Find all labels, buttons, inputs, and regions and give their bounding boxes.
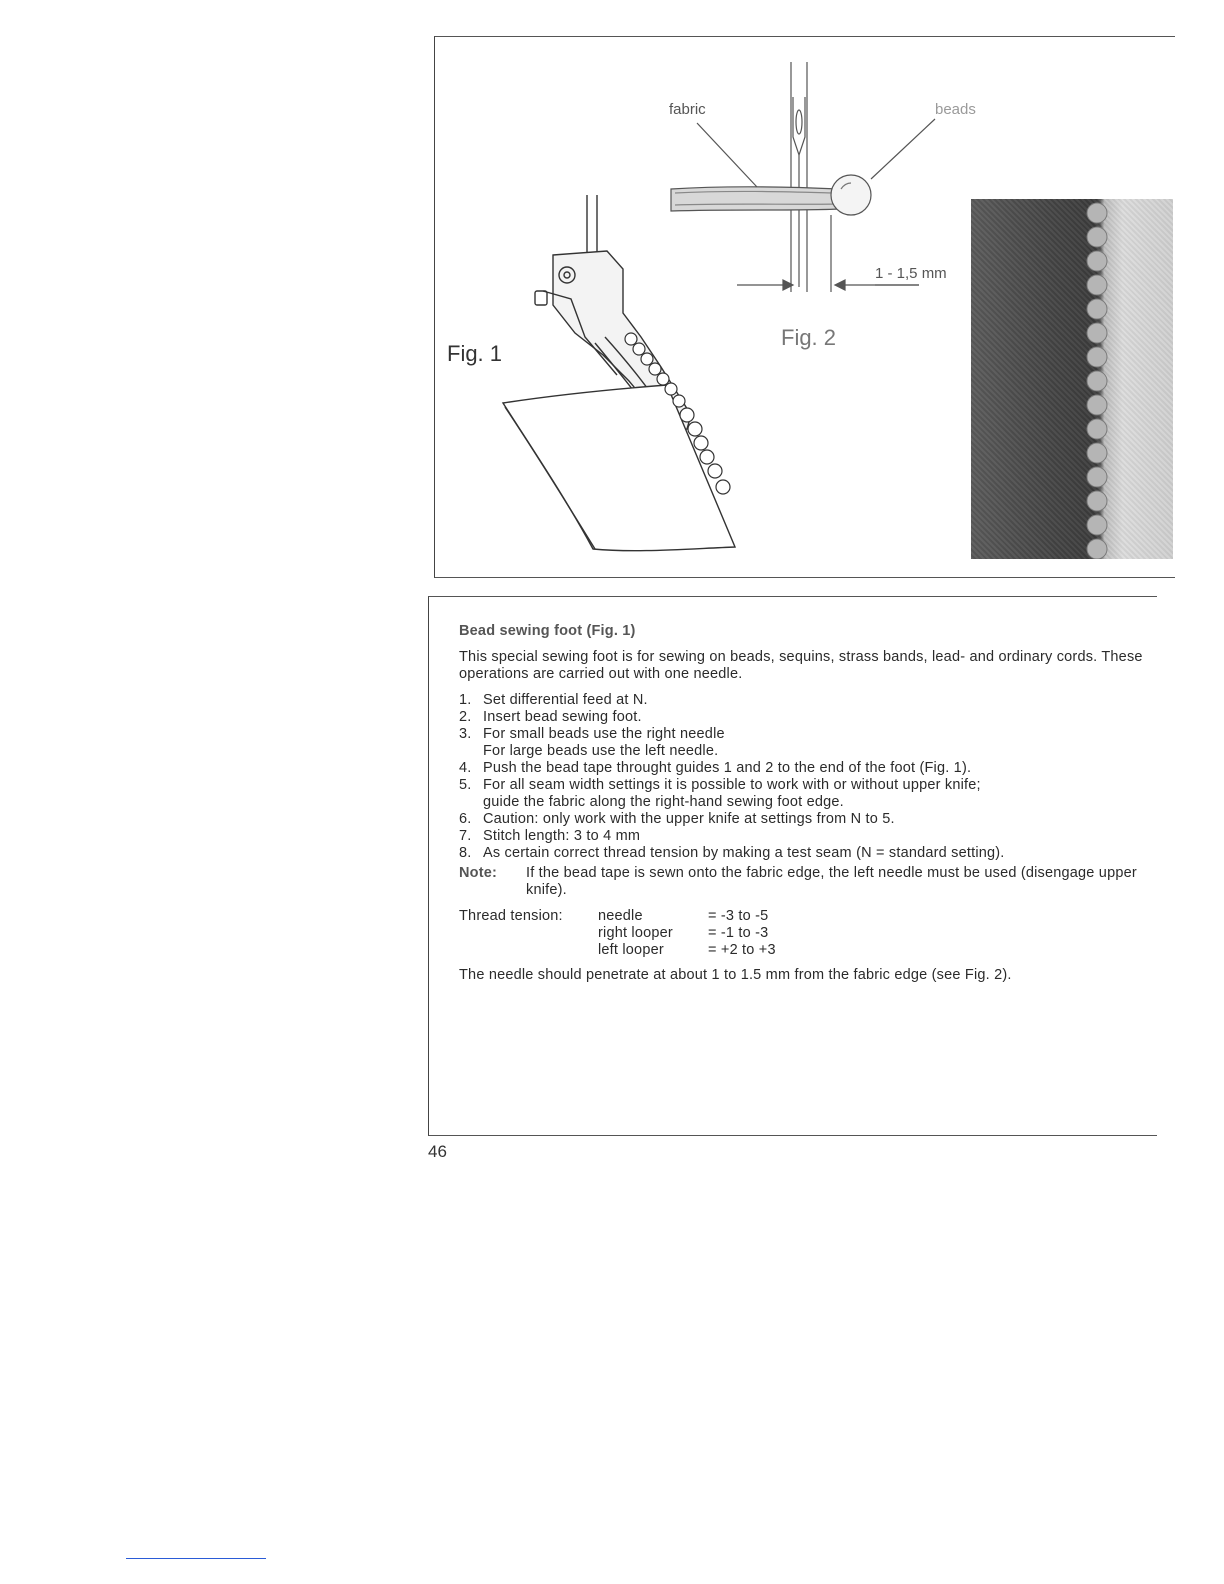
fabric-label: fabric	[669, 101, 706, 118]
list-item: 5. For all seam width settings it is possible to work with or without upper knife; guide the fabric along the right-hand sewing foot edge.	[459, 777, 981, 810]
closing-paragraph: The needle should penetrate at about 1 to 1.5 mm from the fabric edge (see Fig. 2).	[459, 967, 1012, 983]
fig1-label: Fig. 1	[447, 341, 503, 366]
tension-value: = +2 to +3	[708, 942, 776, 958]
tension-name: right looper	[598, 925, 673, 941]
list-item: 6. Caution: only work with the upper knife at settings from N to 5.	[459, 811, 895, 827]
list-item: 7. Stitch length: 3 to 4 mm	[459, 828, 641, 844]
steps-list	[459, 692, 1149, 862]
instructions-content	[459, 623, 1149, 993]
beads-label: beads	[935, 101, 976, 118]
footer-rule	[126, 1558, 266, 1559]
list-item: 8. As certain correct thread tension by making a test seam (N = standard setting).	[459, 845, 1005, 861]
measure-label: 1 - 1,5 mm	[875, 265, 947, 282]
tension-name: left looper	[598, 942, 664, 958]
note-block	[459, 865, 1149, 899]
list-item: 1. Set differential feed at N.	[459, 692, 648, 708]
list-item: 4. Push the bead tape throught guides 1 and 2 to the end of the foot (Fig. 1).	[459, 760, 972, 776]
tension-name: needle	[598, 908, 643, 924]
tension-value: = -1 to -3	[708, 925, 769, 941]
note-text: If the bead tape is sewn onto the fabric edge, the left needle must be used (disengage upper knife).	[526, 865, 1137, 898]
fig2-label: Fig. 2	[781, 325, 837, 350]
note-label: Note:	[459, 865, 498, 881]
list-item: 2. Insert bead sewing foot.	[459, 709, 642, 725]
bead-row-image	[1085, 199, 1109, 559]
list-item: 3. For small beads use the right needle For large beads use the left needle.	[459, 726, 725, 759]
beaded-fabric-photo	[971, 199, 1173, 559]
intro-paragraph: This special sewing foot is for sewing on beads, sequins, strass bands, lead- and ordinary cords. These operations are carried out with one needle.	[459, 649, 1143, 682]
figure-panel	[434, 36, 1175, 578]
section-heading: Bead sewing foot (Fig. 1)	[459, 623, 636, 639]
page-number: 46	[428, 1142, 447, 1161]
tension-value: = -3 to -5	[708, 908, 769, 924]
tension-label: Thread tension:	[459, 908, 563, 924]
thread-tension-table	[459, 908, 1149, 959]
instructions-panel	[428, 596, 1157, 1136]
